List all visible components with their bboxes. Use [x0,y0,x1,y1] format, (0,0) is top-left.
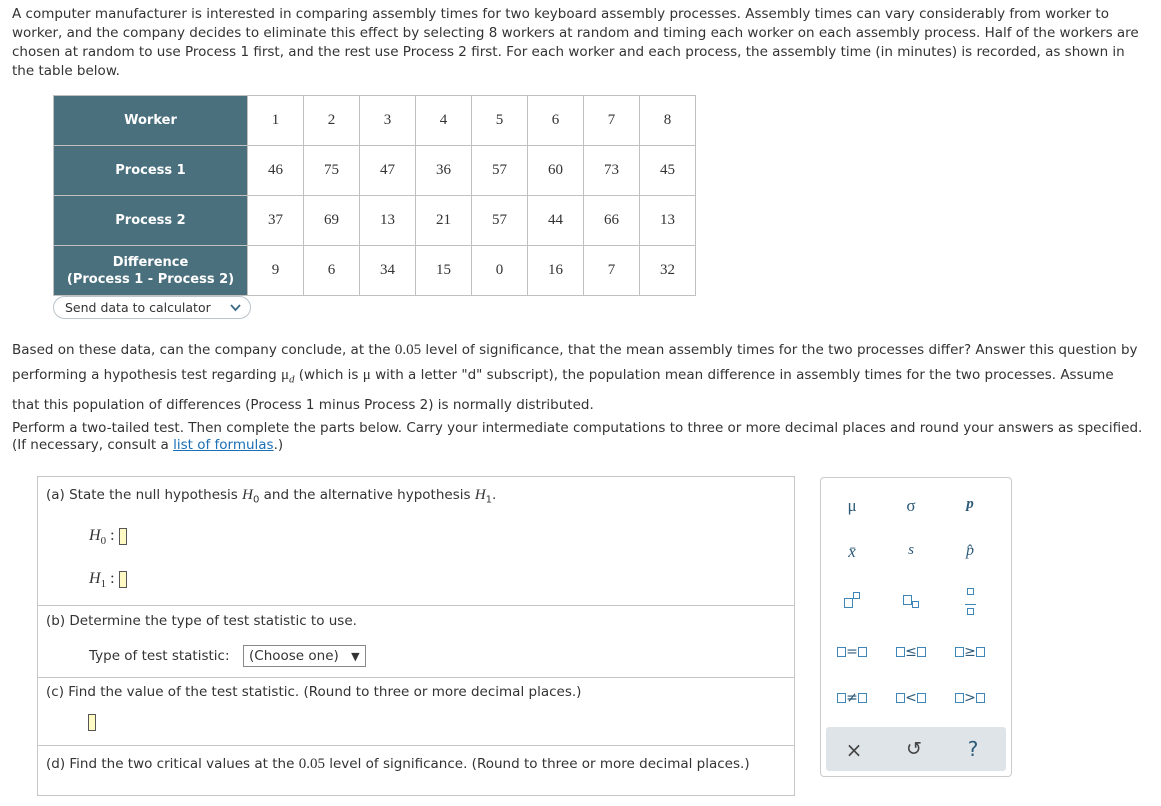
table-cell: 73 [584,146,640,196]
dropdown-arrow-icon: ▼ [351,650,360,663]
table-cell: 0 [472,246,528,296]
test-statistic-label: Type of test statistic: [89,648,230,664]
palette-action-bar [826,727,1006,771]
ge-symbol: ≥ [964,644,976,660]
undo-icon: ↺ [906,738,922,760]
table-cell: 57 [472,146,528,196]
table-cell: 75 [304,146,360,196]
x-bar-button[interactable]: x̄ [848,542,856,561]
box-icon [858,647,867,657]
part-a-prompt: (a) State the null hypothesis $H_0$ and the alternative hypothesis $H_1$. [46,487,497,506]
table-cell: 66 [584,196,640,246]
table-cell: 6 [528,96,584,146]
h0-subscript: 0 [252,494,260,506]
box-icon [955,647,964,657]
exponent-box-icon [853,592,860,599]
chevron-down-icon [230,297,241,325]
test-statistic-row [89,648,489,670]
gt-symbol: > [964,690,976,706]
row-header-difference [54,246,248,296]
mu-symbol: μ [280,367,289,383]
para1-text-b: level of significance, that the mean assembly times for the two processes differ? Answer this question by performing a hypothesis test regarding [12,342,1138,383]
subscript-box-icon [912,601,919,608]
greater-than-button[interactable] [942,690,998,706]
base-box-icon [903,595,912,605]
table-row [54,246,696,296]
instructions-paragraph [12,420,1147,454]
close-icon: × [845,738,863,762]
alt-hypothesis-row: $H_1$ : [89,570,127,590]
undo-button[interactable] [886,738,942,760]
table-cell: 6 [304,246,360,296]
equals-button[interactable] [824,644,880,660]
table-cell: 8 [640,96,696,146]
question-paragraph [12,338,1142,418]
sigma-button[interactable]: σ [906,496,916,515]
h0-symbol: H [242,487,253,503]
para2-text-b: .) [273,437,284,453]
part-c-text: (c) Find the value of the test statistic. (Round to three or more decimal places.) [46,684,582,700]
select-value: (Choose one) [249,648,339,664]
para1-text-c: (which is [294,367,363,383]
table-cell: 1 [248,96,304,146]
box-icon [976,647,985,657]
table-cell: 60 [528,146,584,196]
less-than-button[interactable] [883,690,939,706]
table-row [54,196,696,246]
part-c-section [38,678,794,746]
table-cell: 4 [416,96,472,146]
table-cell: 7 [584,246,640,296]
table-cell: 5 [472,96,528,146]
row-header-process1: Process 1 [54,146,248,196]
alt-hypothesis-input[interactable] [119,571,127,588]
table-cell: 9 [248,246,304,296]
fraction-bar-icon [965,604,976,605]
help-icon: ? [967,737,979,761]
h1-label-subscript: 1 [100,578,107,591]
test-statistic-answer-row [88,714,96,731]
table-cell: 57 [472,196,528,246]
subscript-button[interactable] [883,592,939,608]
part-d-text: (d) Find the two critical values at the [46,756,295,772]
table-cell: 47 [360,146,416,196]
ne-symbol: ≠ [846,690,858,706]
difference-label: Difference [112,254,189,270]
part-a-text-2: and the alternative hypothesis [263,487,471,503]
not-equal-button[interactable] [824,690,880,706]
part-d-section [38,746,794,806]
question-panel [37,476,795,796]
para1-text-e: with a letter "d" subscript), the population mean difference in assembly times for the two processes. Assume that this population of differences (Process 1 minus Process 2) is normally distributed. [12,367,1114,413]
s-button[interactable]: s [908,542,914,558]
mu-subscript: d [289,373,295,386]
table-cell: 15 [416,246,472,296]
para2-text-a: Perform a two-tailed test. Then complete the parts below. Carry your intermediate computations to three or more decimal places and round your answers as specified. (If necessary, consult a [12,420,1143,453]
difference-sublabel: (Process 1 - Process 2) [66,271,235,287]
h0-label-subscript: 0 [100,535,107,548]
denominator-box-icon [967,608,974,615]
h1-label: H [89,570,101,587]
equals-symbol: = [846,644,858,660]
table-cell: 2 [304,96,360,146]
test-statistic-input[interactable] [88,714,96,731]
para1-text-a: Based on these data, can the company conclude, at the [12,342,395,358]
row-header-process2: Process 2 [54,196,248,246]
box-icon [976,693,985,703]
problem-intro: A computer manufacturer is interested in comparing assembly times for two keyboard assembly processes. Assembly times can vary considerably from worker to worker, and the company decides to eliminate this effect by selecting 8 workers at random and timing each worker on each assembly process. Half of the workers are chosen at random to use Process 1 first, and the rest use Process 2 first. For each worker and each process, the assembly time (in minutes) is recorded, as shown in the table below. [12,6,1139,79]
null-hypothesis-input[interactable] [119,528,127,545]
table-cell: 44 [528,196,584,246]
part-a-section [38,477,794,606]
clear-button[interactable] [826,738,882,762]
table-cell: 32 [640,246,696,296]
lt-symbol: < [905,690,917,706]
h0-label: H [89,527,101,544]
less-equal-button[interactable] [883,644,939,660]
part-b-section [38,606,794,678]
assembly-times-table [53,95,696,296]
part-a-text: (a) State the null hypothesis [46,487,238,503]
box-icon [837,647,846,657]
table-cell: 45 [640,146,696,196]
table-cell: 21 [416,196,472,246]
send-data-to-calculator-button[interactable] [53,296,251,319]
table-row [54,146,696,196]
part-d-text-2: level of significance. (Round to three or more decimal places.) [329,756,750,772]
mu-button[interactable]: μ [847,496,857,515]
box-icon [837,693,846,703]
table-cell: 16 [528,246,584,296]
superscript-button[interactable] [824,592,880,611]
table-cell: 3 [360,96,416,146]
box-icon [917,647,926,657]
part-d-alpha: 0.05 [298,756,325,772]
part-d-prompt [46,756,750,773]
table-cell: 36 [416,146,472,196]
table-cell: 46 [248,146,304,196]
list-of-formulas-link[interactable]: list of formulas [173,437,274,453]
mu-symbol-2: μ [362,367,371,383]
box-icon [896,647,905,657]
fraction-button[interactable] [942,586,998,616]
le-symbol: ≤ [905,644,917,660]
p-button[interactable]: p [966,496,974,512]
h1-subscript: 1 [485,494,493,506]
h1-symbol: H [474,487,486,503]
table-cell: 37 [248,196,304,246]
table-cell: 7 [584,96,640,146]
send-data-label: Send data to calculator [65,300,211,315]
box-icon [858,693,867,703]
table-cell: 13 [360,196,416,246]
null-hypothesis-row: $H_0$ : [89,527,127,547]
p-hat-button[interactable]: p̂ [966,542,974,559]
table-cell: 69 [304,196,360,246]
numerator-box-icon [967,588,974,595]
box-icon [955,693,964,703]
box-icon [917,693,926,703]
table-row [54,96,696,146]
greater-equal-button[interactable] [942,644,998,660]
alpha-value: 0.05 [394,342,422,358]
test-statistic-select[interactable] [243,645,366,667]
symbol-palette [820,477,1012,777]
base-box-icon [844,598,853,608]
help-button[interactable] [945,737,1001,761]
table-cell: 34 [360,246,416,296]
row-header-worker: Worker [54,96,248,146]
part-b-text: (b) Determine the type of test statistic to use. [46,613,357,629]
table-cell: 13 [640,196,696,246]
box-icon [896,693,905,703]
